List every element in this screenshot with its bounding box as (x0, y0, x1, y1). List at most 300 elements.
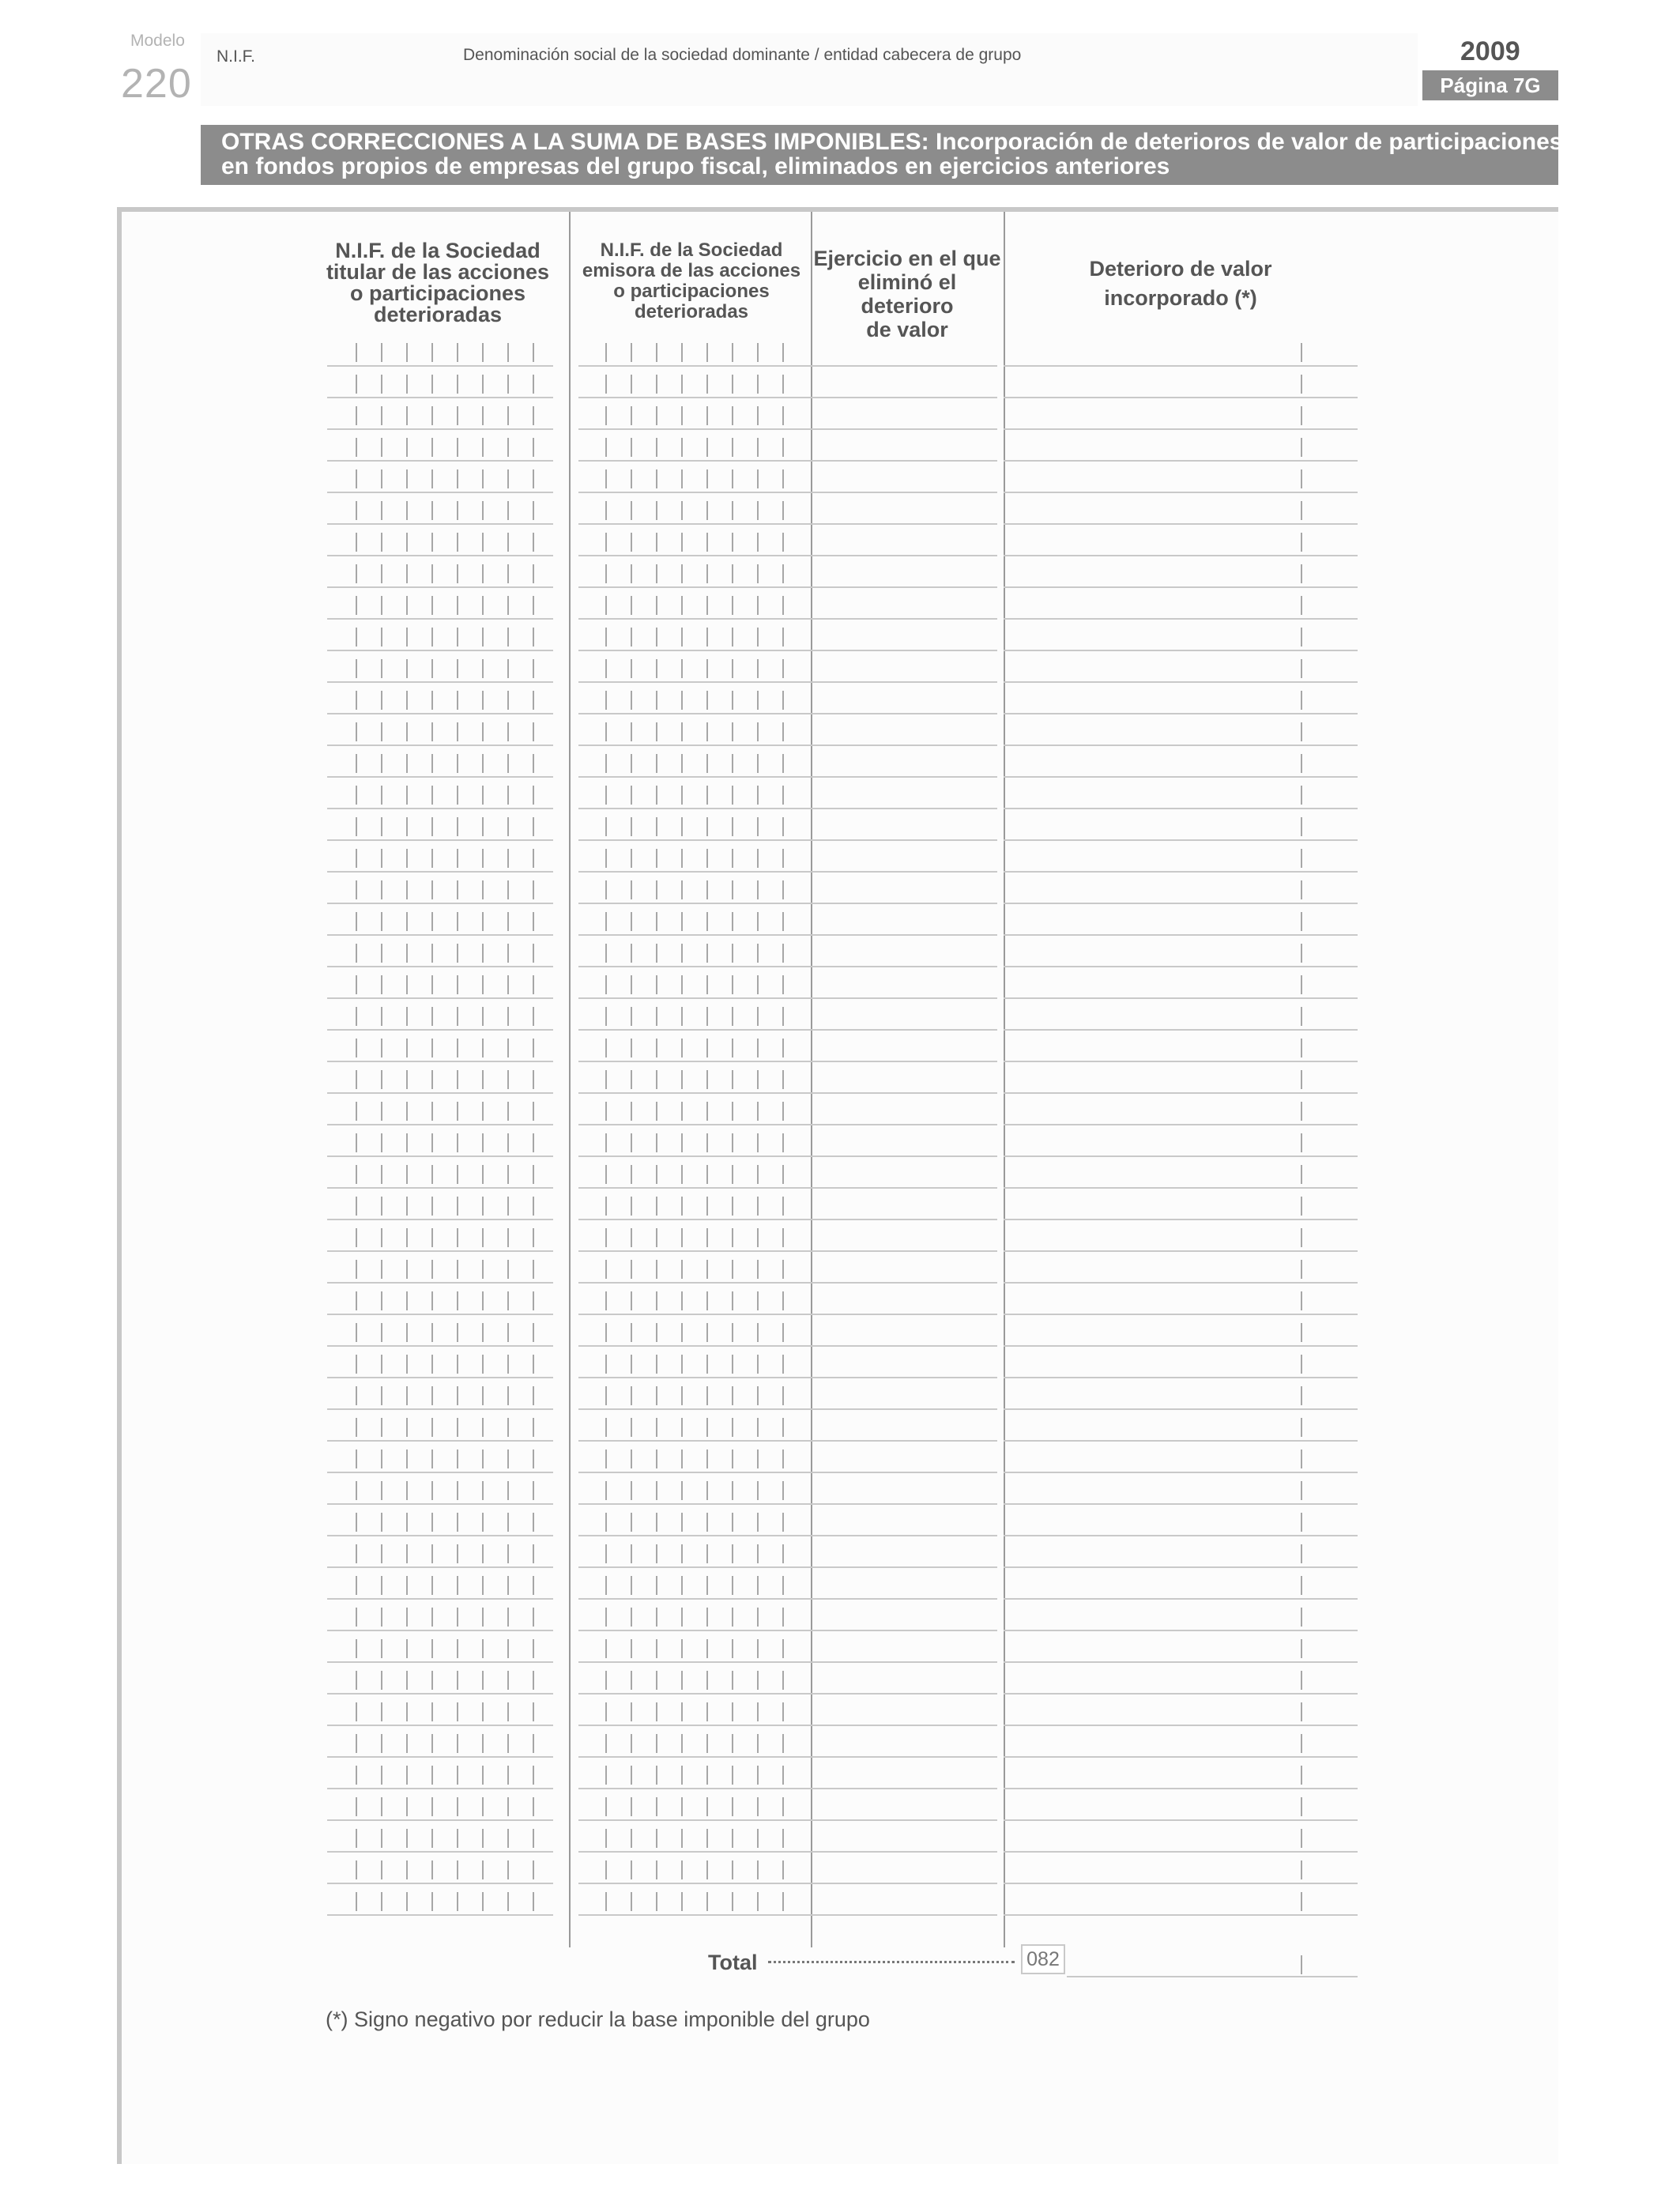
nif-char-tick (605, 1639, 607, 1658)
nif-char-tick (706, 628, 708, 647)
nif-char-tick (381, 722, 382, 741)
nif-char-tick (681, 1070, 683, 1089)
nif-char-tick (782, 596, 784, 615)
nif-char-tick (656, 1639, 657, 1658)
table-row (327, 1758, 1358, 1789)
nif-char-tick (631, 1260, 632, 1279)
nif-char-tick (706, 1102, 708, 1121)
nif-char-tick (431, 1513, 433, 1532)
nif-char-tick (757, 596, 759, 615)
amount-decimal-tick (1301, 722, 1302, 741)
nif-char-tick (507, 1133, 509, 1152)
nif-char-tick (507, 1702, 509, 1721)
nif-char-tick (381, 1734, 382, 1753)
nif-char-tick (732, 596, 733, 615)
nif-char-tick (656, 1355, 657, 1374)
nif-char-tick (507, 1449, 509, 1468)
nif-char-tick (706, 1513, 708, 1532)
nif-char-tick (732, 1544, 733, 1563)
nif-char-tick (431, 1007, 433, 1026)
nif-char-tick (706, 1197, 708, 1216)
amount-decimal-tick (1301, 1639, 1302, 1658)
amount-decimal-tick (1301, 659, 1302, 678)
amount-decimal-tick (1301, 1449, 1302, 1468)
nif-char-tick (381, 1133, 382, 1152)
nif-char-tick (732, 912, 733, 931)
nif-char-tick (656, 1860, 657, 1879)
nif-char-tick (605, 1608, 607, 1627)
nif-char-tick (381, 1513, 382, 1532)
nif-char-tick (507, 533, 509, 552)
nif-char-tick (457, 880, 458, 899)
nif-char-tick (706, 1860, 708, 1879)
table-row (327, 493, 1358, 525)
nif-char-tick (457, 375, 458, 394)
nif-char-tick (732, 1228, 733, 1247)
nif-char-tick (457, 1007, 458, 1026)
nif-char-tick (482, 1418, 484, 1437)
nif-char-tick (356, 1829, 357, 1848)
nif-char-tick (457, 1797, 458, 1816)
nif-char-tick (782, 1355, 784, 1374)
amount-decimal-tick (1301, 880, 1302, 899)
table-row (327, 1252, 1358, 1284)
nif-char-tick (406, 1418, 408, 1437)
nif-char-tick (533, 501, 534, 520)
amount-decimal-tick (1301, 375, 1302, 394)
nif-char-tick (431, 1386, 433, 1405)
nif-char-tick (605, 1544, 607, 1563)
nif-char-tick (631, 343, 632, 362)
nif-char-tick (381, 469, 382, 488)
nif-char-tick (605, 1418, 607, 1437)
table-row (327, 967, 1358, 999)
nif-char-tick (381, 1481, 382, 1500)
nif-char-tick (457, 817, 458, 836)
nif-char-tick (631, 1418, 632, 1437)
nif-char-tick (533, 1734, 534, 1753)
nif-char-tick (381, 944, 382, 963)
nif-char-tick (533, 1355, 534, 1374)
nif-char-tick (605, 912, 607, 931)
nif-char-tick (482, 438, 484, 457)
nif-char-tick (381, 1291, 382, 1310)
nif-char-tick (356, 564, 357, 583)
table-row (327, 398, 1358, 430)
nif-char-tick (431, 1449, 433, 1468)
nif-char-tick (757, 1102, 759, 1121)
nif-char-tick (631, 722, 632, 741)
nif-char-tick (605, 343, 607, 362)
nif-char-tick (533, 1513, 534, 1532)
nif-char-tick (457, 1892, 458, 1911)
nif-char-tick (457, 1102, 458, 1121)
nif-char-tick (356, 1449, 357, 1468)
nif-char-tick (605, 1323, 607, 1342)
nif-char-tick (681, 691, 683, 710)
nif-emisora-input[interactable] (578, 1914, 811, 1916)
nif-char-tick (457, 1481, 458, 1500)
amount-decimal-tick (1301, 1671, 1302, 1690)
nif-char-tick (732, 659, 733, 678)
amount-decimal-tick (1301, 691, 1302, 710)
nif-char-tick (706, 1734, 708, 1753)
nif-char-tick (406, 1355, 408, 1374)
nif-char-tick (631, 1197, 632, 1216)
nif-char-tick (482, 343, 484, 362)
nif-char-tick (631, 438, 632, 457)
table-row (327, 430, 1358, 462)
nif-char-tick (507, 1323, 509, 1342)
nif-char-tick (757, 1165, 759, 1184)
nif-char-tick (631, 1291, 632, 1310)
nif-char-tick (431, 1671, 433, 1690)
nif-char-tick (605, 1228, 607, 1247)
nif-char-tick (381, 691, 382, 710)
nif-char-tick (507, 1355, 509, 1374)
nif-char-tick (406, 375, 408, 394)
section-title-line-1: OTRAS CORRECCIONES A LA SUMA DE BASES IMPONIBLES: Incorporación de deterioros de valor de participaciones (221, 129, 1563, 155)
nif-char-tick (681, 438, 683, 457)
nif-char-tick (732, 406, 733, 425)
nif-char-tick (533, 1228, 534, 1247)
column-header-nif-emisora: N.I.F. de la Sociedad emisora de las acciones o participaciones deterioradas (582, 239, 801, 322)
nif-char-tick (381, 1829, 382, 1848)
nif-char-tick (356, 1481, 357, 1500)
nif-char-tick (507, 1608, 509, 1627)
nif-char-tick (507, 944, 509, 963)
table-row (327, 1821, 1358, 1853)
nif-char-tick (356, 1070, 357, 1089)
nif-char-tick (605, 596, 607, 615)
nif-char-tick (681, 1639, 683, 1658)
nif-char-tick (656, 596, 657, 615)
nif-char-tick (757, 786, 759, 805)
nif-field-label: N.I.F. (217, 47, 256, 66)
nif-char-tick (457, 1608, 458, 1627)
nif-char-tick (757, 1197, 759, 1216)
nif-char-tick (656, 1102, 657, 1121)
nif-char-tick (681, 1228, 683, 1247)
amount-decimal-tick (1301, 1481, 1302, 1500)
nif-char-tick (706, 1576, 708, 1595)
nif-char-tick (757, 501, 759, 520)
nif-char-tick (507, 501, 509, 520)
nif-char-tick (356, 1766, 357, 1785)
nif-char-tick (507, 1260, 509, 1279)
nif-char-tick (706, 722, 708, 741)
nif-char-tick (533, 564, 534, 583)
nif-char-tick (533, 754, 534, 773)
nif-char-tick (482, 817, 484, 836)
nif-char-tick (681, 1766, 683, 1785)
table-row (327, 1220, 1358, 1252)
table-row (327, 1884, 1358, 1916)
amount-decimal-tick (1301, 501, 1302, 520)
nif-char-tick (381, 1355, 382, 1374)
nif-char-tick (605, 564, 607, 583)
nif-char-tick (482, 1766, 484, 1785)
nif-char-tick (457, 975, 458, 994)
nif-char-tick (406, 754, 408, 773)
nif-char-tick (605, 1766, 607, 1785)
nif-char-tick (356, 1418, 357, 1437)
nif-char-tick (656, 1197, 657, 1216)
nif-char-tick (656, 912, 657, 931)
nif-char-tick (457, 1165, 458, 1184)
nif-char-tick (681, 564, 683, 583)
nif-char-tick (757, 817, 759, 836)
nif-char-tick (631, 1481, 632, 1500)
nif-char-tick (381, 1386, 382, 1405)
nif-char-tick (732, 469, 733, 488)
nif-char-tick (431, 1260, 433, 1279)
nif-char-tick (356, 1702, 357, 1721)
nif-char-tick (732, 628, 733, 647)
nif-char-tick (482, 1671, 484, 1690)
nif-char-tick (631, 849, 632, 868)
nif-char-tick (533, 817, 534, 836)
nif-char-tick (431, 691, 433, 710)
nif-char-tick (482, 1355, 484, 1374)
nif-char-tick (631, 375, 632, 394)
nif-char-tick (406, 1386, 408, 1405)
nif-char-tick (431, 1702, 433, 1721)
nif-char-tick (732, 880, 733, 899)
nif-char-tick (732, 1386, 733, 1405)
nif-char-tick (356, 1544, 357, 1563)
nif-char-tick (656, 1766, 657, 1785)
nif-char-tick (605, 1070, 607, 1089)
nif-char-tick (605, 975, 607, 994)
nif-char-tick (706, 1829, 708, 1848)
nif-char-tick (757, 438, 759, 457)
footnote: (*) Signo negativo por reducir la base imponible del grupo (326, 2007, 870, 2031)
nif-char-tick (431, 1291, 433, 1310)
nif-char-tick (482, 375, 484, 394)
nif-char-tick (732, 501, 733, 520)
deterioro-input[interactable] (1004, 1914, 1358, 1916)
nif-char-tick (757, 343, 759, 362)
nif-char-tick (706, 469, 708, 488)
nif-char-tick (381, 1260, 382, 1279)
nif-char-tick (706, 596, 708, 615)
ejercicio-input[interactable] (804, 1914, 997, 1916)
nif-char-tick (406, 1260, 408, 1279)
nif-titular-input[interactable] (327, 1914, 553, 1916)
nif-char-tick (356, 406, 357, 425)
nif-char-tick (605, 1291, 607, 1310)
nif-char-tick (482, 1702, 484, 1721)
nif-char-tick (681, 1133, 683, 1152)
nif-char-tick (381, 564, 382, 583)
nif-char-tick (605, 469, 607, 488)
nif-char-tick (406, 975, 408, 994)
nif-char-tick (406, 343, 408, 362)
nif-char-tick (356, 817, 357, 836)
nif-char-tick (706, 817, 708, 836)
amount-decimal-tick (1301, 817, 1302, 836)
nif-char-tick (381, 375, 382, 394)
nif-char-tick (605, 1576, 607, 1595)
nif-char-tick (406, 1608, 408, 1627)
nif-char-tick (782, 628, 784, 647)
nif-char-tick (681, 1449, 683, 1468)
nif-char-tick (706, 1323, 708, 1342)
nif-char-tick (533, 533, 534, 552)
nif-char-tick (732, 1639, 733, 1658)
nif-char-tick (782, 1671, 784, 1690)
table-row (327, 1094, 1358, 1125)
total-input[interactable] (1067, 1976, 1358, 1977)
nif-char-tick (631, 1070, 632, 1089)
nif-char-tick (656, 1291, 657, 1310)
nif-char-tick (431, 375, 433, 394)
nif-char-tick (782, 406, 784, 425)
modelo-label: Modelo (130, 32, 185, 50)
nif-char-tick (406, 659, 408, 678)
nif-char-tick (406, 1481, 408, 1500)
nif-char-tick (757, 1860, 759, 1879)
nif-char-tick (457, 1639, 458, 1658)
nif-char-tick (631, 817, 632, 836)
nif-char-tick (482, 912, 484, 931)
nif-char-tick (757, 1639, 759, 1658)
nif-char-tick (431, 1355, 433, 1374)
nif-char-tick (605, 1671, 607, 1690)
table-row (327, 1442, 1358, 1473)
nif-char-tick (631, 1355, 632, 1374)
nif-char-tick (757, 722, 759, 741)
nif-char-tick (406, 1102, 408, 1121)
nif-char-tick (782, 691, 784, 710)
table-row (327, 1062, 1358, 1094)
nif-char-tick (406, 1165, 408, 1184)
nif-char-tick (757, 1418, 759, 1437)
nif-char-tick (356, 944, 357, 963)
nif-char-tick (431, 406, 433, 425)
nif-char-tick (782, 1260, 784, 1279)
table-row (327, 335, 1358, 367)
nif-char-tick (356, 1228, 357, 1247)
nif-char-tick (356, 1734, 357, 1753)
nif-char-tick (507, 1544, 509, 1563)
amount-decimal-tick (1301, 1070, 1302, 1089)
nif-char-tick (482, 1165, 484, 1184)
nif-char-tick (782, 1576, 784, 1595)
nif-char-tick (482, 564, 484, 583)
nif-char-tick (356, 1671, 357, 1690)
nif-char-tick (507, 596, 509, 615)
nif-char-tick (356, 1291, 357, 1310)
nif-char-tick (507, 817, 509, 836)
nif-char-tick (406, 1576, 408, 1595)
nif-char-tick (482, 944, 484, 963)
nif-char-tick (656, 1165, 657, 1184)
nif-char-tick (406, 1070, 408, 1089)
table-row (327, 1505, 1358, 1536)
nif-char-tick (406, 1039, 408, 1057)
nif-char-tick (356, 1608, 357, 1627)
nif-char-tick (533, 722, 534, 741)
nif-char-tick (431, 1860, 433, 1879)
nif-char-tick (482, 1608, 484, 1627)
nif-char-tick (656, 975, 657, 994)
nif-char-tick (431, 912, 433, 931)
nif-char-tick (482, 849, 484, 868)
nif-char-tick (431, 1892, 433, 1911)
nif-char-tick (605, 722, 607, 741)
column-header-deterioro: Deterioro de valor incorporado (*) (1089, 257, 1272, 310)
nif-char-tick (533, 1671, 534, 1690)
nif-char-tick (605, 628, 607, 647)
nif-char-tick (482, 1133, 484, 1152)
nif-char-tick (782, 944, 784, 963)
table-row (327, 1157, 1358, 1189)
nif-char-tick (757, 691, 759, 710)
nif-char-tick (457, 1449, 458, 1468)
nif-char-tick (681, 1513, 683, 1532)
nif-char-tick (381, 1228, 382, 1247)
nif-char-tick (757, 1481, 759, 1500)
table-row (327, 1536, 1358, 1568)
nif-char-tick (457, 1860, 458, 1879)
nif-char-tick (681, 375, 683, 394)
nif-char-tick (482, 1892, 484, 1911)
nif-char-tick (406, 1197, 408, 1216)
nif-char-tick (356, 501, 357, 520)
nif-char-tick (681, 1829, 683, 1848)
nif-char-tick (757, 1007, 759, 1026)
nif-char-tick (431, 1039, 433, 1057)
nif-char-tick (681, 786, 683, 805)
nif-char-tick (356, 849, 357, 868)
nif-char-tick (681, 817, 683, 836)
nif-char-tick (457, 912, 458, 931)
nif-char-tick (507, 343, 509, 362)
nif-char-tick (457, 1418, 458, 1437)
nif-char-tick (757, 1734, 759, 1753)
table-row (327, 1378, 1358, 1410)
nif-char-tick (681, 1386, 683, 1405)
nif-char-tick (533, 1323, 534, 1342)
nif-char-tick (533, 1418, 534, 1437)
nif-char-tick (732, 1608, 733, 1627)
nif-char-tick (732, 817, 733, 836)
nif-char-tick (457, 1829, 458, 1848)
nif-char-tick (681, 1323, 683, 1342)
nif-char-tick (457, 533, 458, 552)
nif-char-tick (757, 1544, 759, 1563)
nif-char-tick (782, 438, 784, 457)
nif-char-tick (381, 786, 382, 805)
amount-decimal-tick (1301, 438, 1302, 457)
nif-char-tick (605, 1829, 607, 1848)
nif-char-tick (406, 501, 408, 520)
table-row (327, 1600, 1358, 1631)
form-year: 2009 (1460, 36, 1520, 66)
nif-char-tick (381, 1323, 382, 1342)
nif-char-tick (356, 1355, 357, 1374)
nif-char-tick (381, 1766, 382, 1785)
nif-char-tick (656, 1260, 657, 1279)
nif-char-tick (507, 1671, 509, 1690)
total-leader-dots (768, 1960, 1015, 1963)
amount-decimal-tick (1301, 975, 1302, 994)
nif-char-tick (533, 343, 534, 362)
amount-decimal-tick (1301, 1102, 1302, 1121)
nif-char-tick (507, 912, 509, 931)
